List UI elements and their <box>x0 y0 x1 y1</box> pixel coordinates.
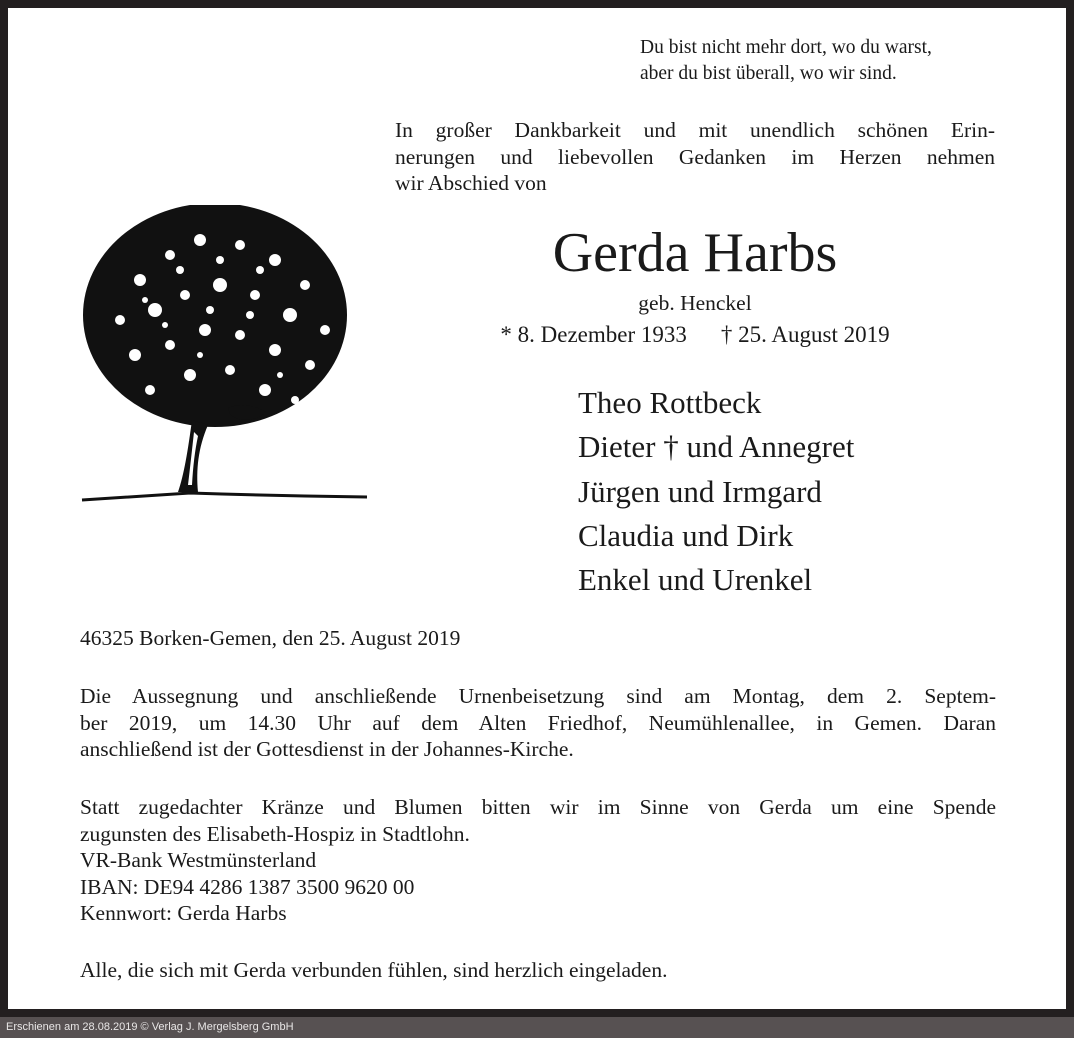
deceased-name: Gerda Harbs <box>552 222 838 284</box>
ceremony-line: Die Aussegnung und anschließende Urnenbeisetzung sind am Montag, dem 2. Septem- <box>80 684 996 708</box>
mourner-entry: Claudia und Dirk <box>578 517 794 553</box>
intro-line: In großer Dankbarkeit und mit unendlich schönen Erin- <box>395 118 995 142</box>
life-dates <box>390 321 1000 349</box>
keyword: Kennwort: Gerda Harbs <box>80 901 287 925</box>
death-date: † 25. August 2019 <box>720 322 890 347</box>
closing-invitation: Alle, die sich mit Gerda verbunden fühlen, sind herzlich eingeladen. <box>80 958 668 982</box>
intro-line: nerungen und liebevollen Gedanken im Herzen nehmen <box>395 144 995 169</box>
motto-line: aber du bist überall, wo wir sind. <box>640 63 897 84</box>
donation-line: Statt zugedachter Kränze und Blumen bitten wir im Sinne von Gerda um eine Spende <box>80 795 996 819</box>
ceremony-line: anschließend ist der Gottesdienst in der Johannes-Kirche. <box>80 737 574 761</box>
place-date: 46325 Borken-Gemen, den 25. August 2019 <box>80 626 461 650</box>
bank-name: VR-Bank Westmünsterland <box>80 848 317 872</box>
intro-line: wir Abschied von <box>395 171 547 195</box>
iban: IBAN: DE94 4286 1387 3500 9620 00 <box>80 874 415 899</box>
donation-line: zugunsten des Elisabeth-Hospiz in Stadtlohn. <box>80 821 470 846</box>
mourner-entry: Jürgen und Irmgard <box>578 473 822 509</box>
ceremony-line: ber 2019, um 14.30 Uhr auf dem Alten Friedhof, Neumühlenallee, in Gemen. Daran <box>80 710 996 735</box>
mourner-entry: Enkel und Urenkel <box>578 562 813 598</box>
motto-quote <box>640 35 932 87</box>
publication-credit: Erschienen am 28.08.2019 © Verlag J. Mergelsberg GmbH <box>6 1021 294 1033</box>
tree-icon <box>80 200 370 510</box>
mourners-list <box>578 381 854 602</box>
mourner-entry: Dieter † und Annegret <box>578 429 855 465</box>
birth-name: geb. Henckel <box>638 291 752 315</box>
ceremony-info <box>80 683 996 763</box>
motto-line: Du bist nicht mehr dort, wo du warst, <box>640 37 932 58</box>
birth-date: * 8. Dezember 1933 <box>500 322 687 347</box>
footer-bar <box>0 1017 1074 1038</box>
mourner-entry: Theo Rottbeck <box>578 385 762 420</box>
donation-info <box>80 794 996 927</box>
intro-text <box>395 117 995 197</box>
